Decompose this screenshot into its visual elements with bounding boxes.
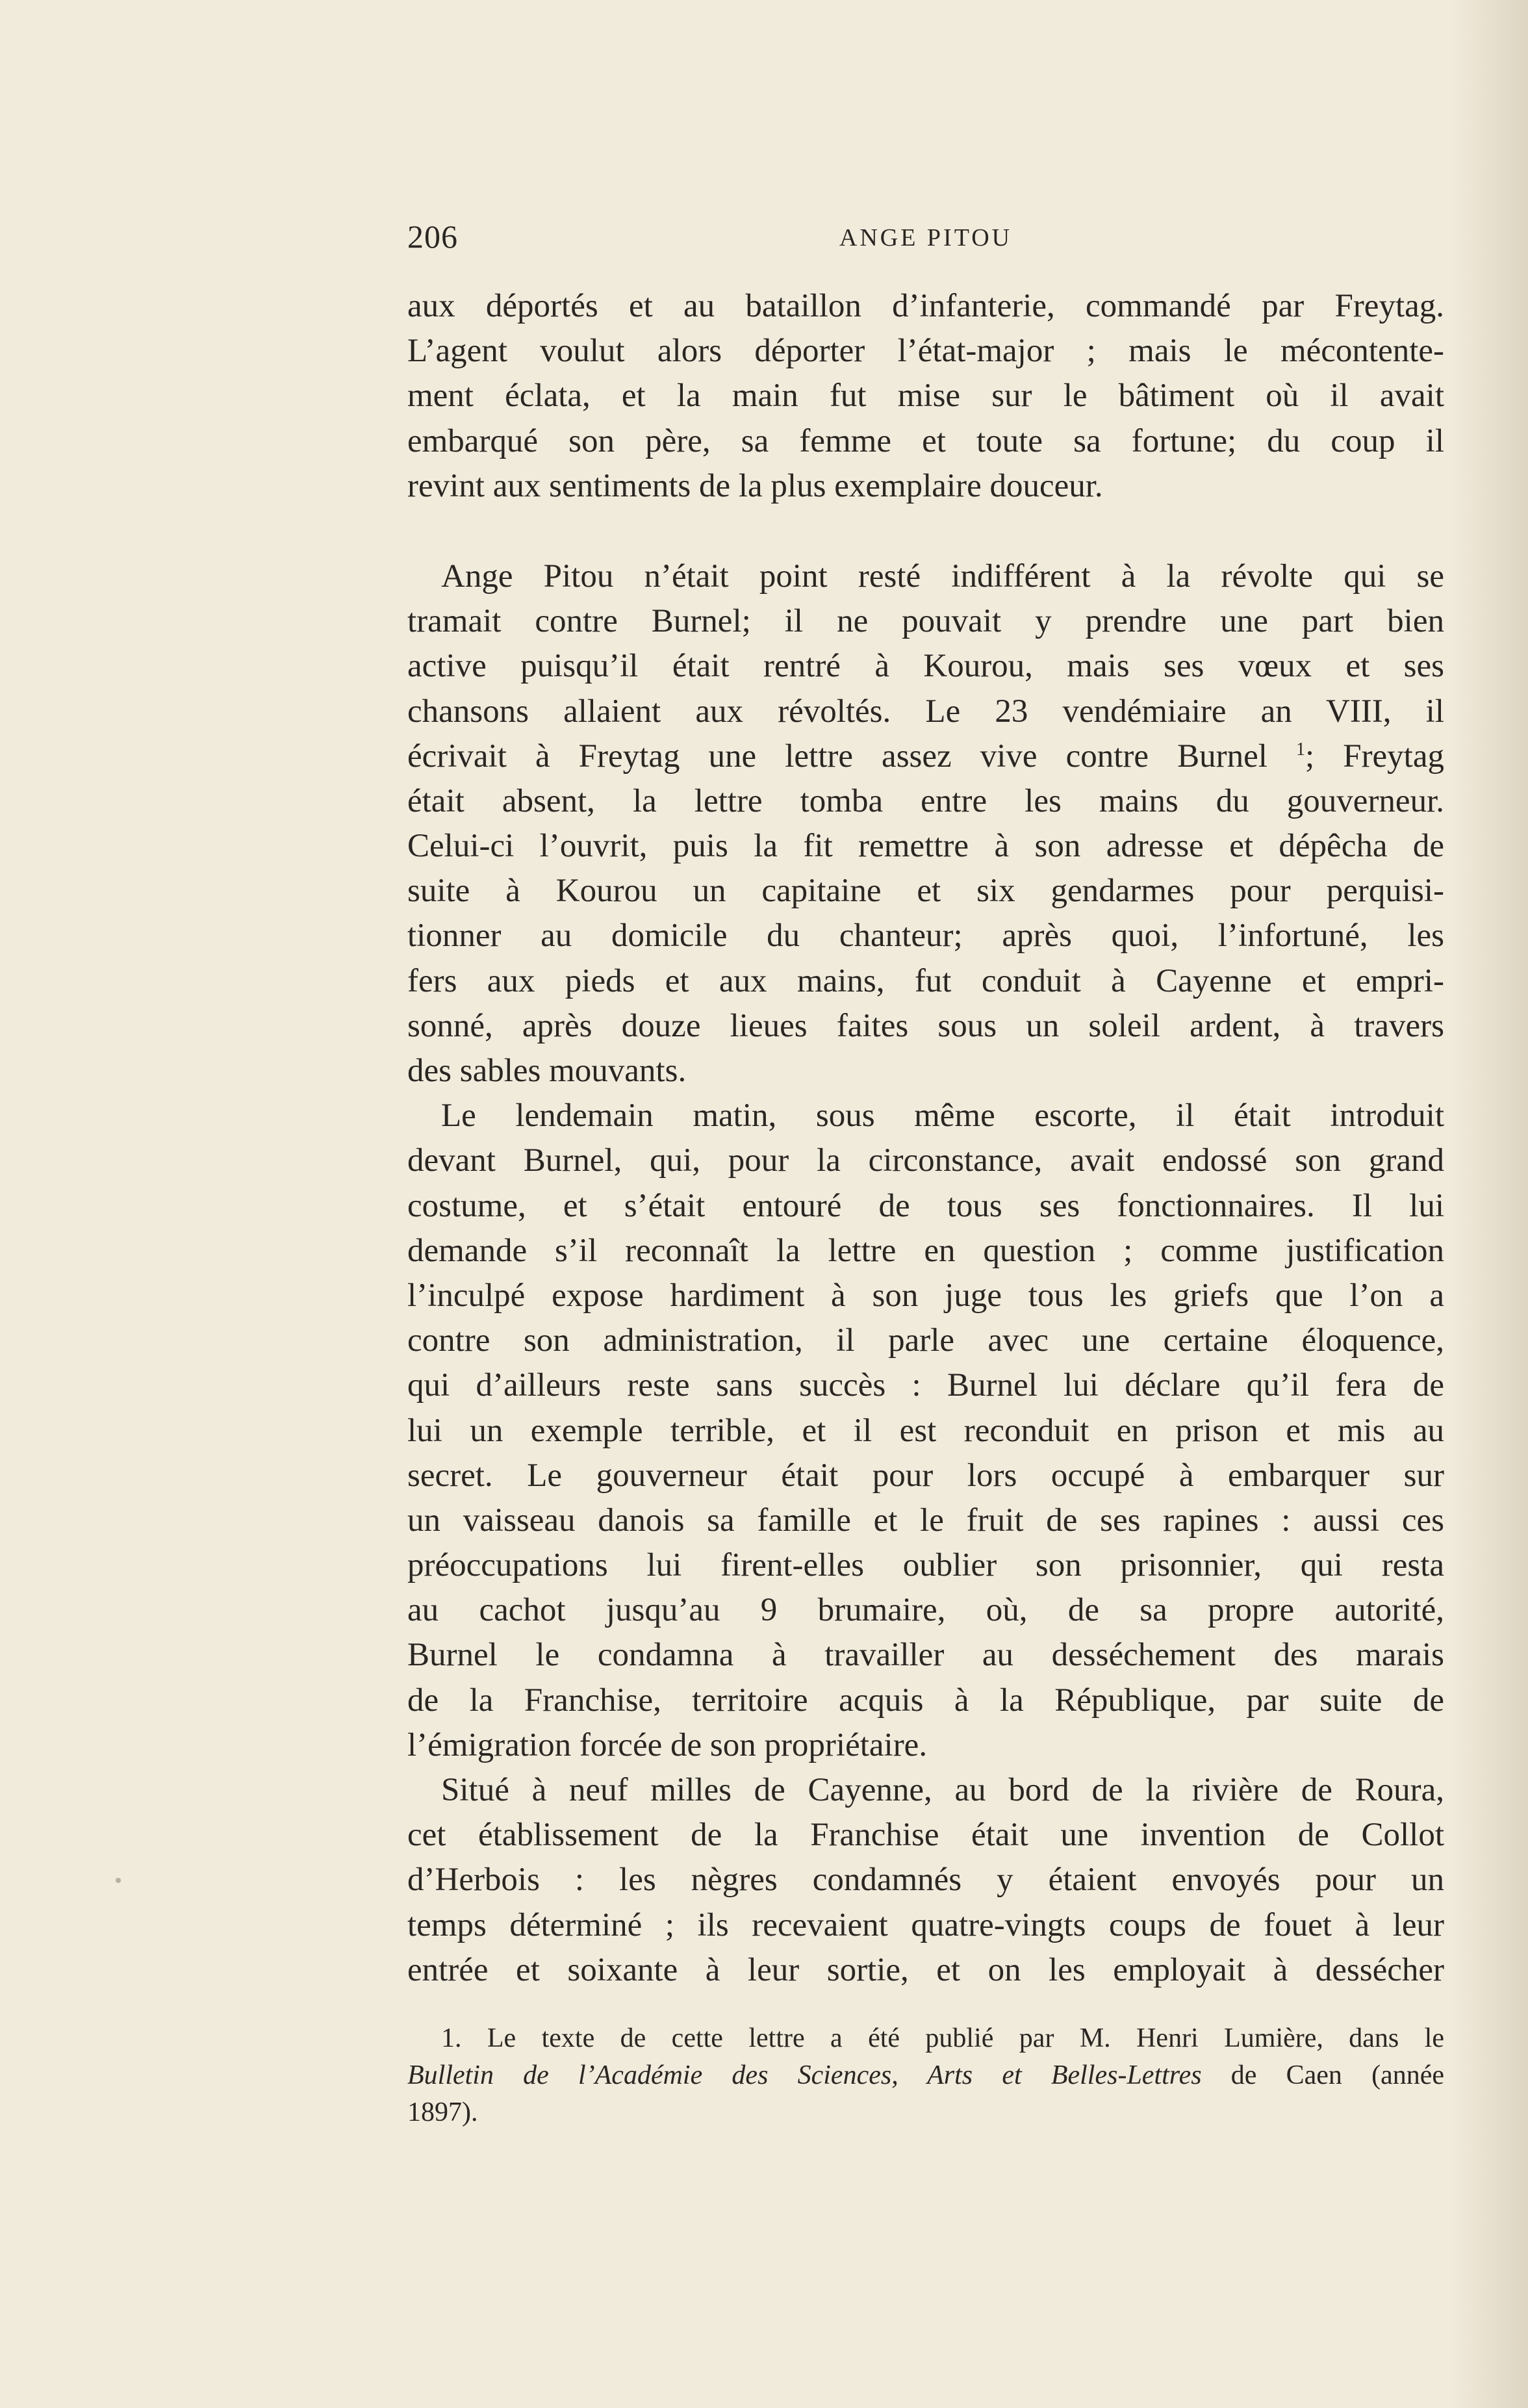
footnote-line bbox=[407, 2057, 1444, 2094]
footnote bbox=[407, 2020, 1444, 2131]
text-line: était absent, la lettre tomba entre les mains du gouverneur. bbox=[407, 782, 1444, 819]
text-line: Burnel le condamna à travailler au desséchement des marais bbox=[407, 1637, 1444, 1674]
footnote-number: 1. bbox=[441, 2023, 462, 2053]
paragraph-2 bbox=[407, 554, 1444, 1094]
section-break bbox=[407, 509, 1444, 554]
text-segment: écrivait à Freytag une lettre assez vive contre Burnel bbox=[407, 737, 1267, 775]
text-line: chansons allaient aux révoltés. Le 23 vendémiaire an VIII, il bbox=[407, 693, 1444, 730]
text-line: embarqué son père, sa femme et toute sa fortune; du coup il bbox=[407, 422, 1444, 459]
text-line: fers aux pieds et aux mains, fut conduit à Cayenne et empri- bbox=[407, 962, 1444, 999]
text-line: lui un exemple terrible, et il est reconduit en prison et mis au bbox=[407, 1412, 1444, 1449]
paragraph-1 bbox=[407, 284, 1444, 509]
footnote-line bbox=[407, 2020, 1444, 2057]
page-header bbox=[407, 217, 1444, 256]
text-line: Le lendemain matin, sous même escorte, il était introduit bbox=[441, 1097, 1444, 1134]
text-line: devant Burnel, qui, pour la circonstance, avait endossé son grand bbox=[407, 1142, 1444, 1179]
text-line: l’inculpé expose hardiment à son juge tous les griefs que l’on a bbox=[407, 1277, 1444, 1314]
text-line: l’émigration forcée de son propriétaire. bbox=[407, 1726, 928, 1763]
paragraph-3 bbox=[407, 1094, 1444, 1768]
text-line: Ange Pitou n’était point resté indifférent à la révolte qui se bbox=[441, 557, 1444, 595]
running-title: ANGE PITOU bbox=[839, 224, 1013, 251]
text-line: suite à Kourou un capitaine et six gendarmes pour perquisi- bbox=[407, 873, 1444, 910]
text-line: temps déterminé ; ils recevaient quatre-vingts coups de fouet à leur bbox=[407, 1906, 1444, 1943]
text-line: active puisqu’il était rentré à Kourou, mais ses vœux et ses bbox=[407, 648, 1444, 685]
page-edge-shadow bbox=[1450, 0, 1528, 2408]
footnote-text: Le texte de cette lettre a été publié par M. Henri Lumière, dans le bbox=[487, 2023, 1444, 2053]
body-text bbox=[407, 284, 1444, 1993]
footnote-text: de Caen (année bbox=[1230, 2060, 1445, 2090]
text-line: entrée et soixante à leur sortie, et on les employait à dessécher bbox=[407, 1951, 1444, 1988]
paper-speck bbox=[116, 1878, 121, 1883]
text-line: au cachot jusqu’au 9 brumaire, où, de sa propre autorité, bbox=[407, 1592, 1444, 1629]
text-segment: ; Freytag bbox=[1305, 737, 1444, 775]
paragraph-4 bbox=[407, 1768, 1444, 1993]
text-line: tramait contre Burnel; il ne pouvait y prendre une part bien bbox=[407, 603, 1444, 640]
footnote-title-italic: Bulletin de l’Académie des Sciences, Arts et Belles-Lettres bbox=[407, 2060, 1202, 2090]
page-number: 206 bbox=[407, 218, 458, 255]
text-line: ment éclata, et la main fut mise sur le bâtiment où il avait bbox=[407, 378, 1444, 415]
footnote-line: 1897). bbox=[407, 2097, 478, 2127]
text-line: Celui-ci l’ouvrit, puis la fit remettre à son adresse et dépêcha de bbox=[407, 828, 1444, 865]
text-line: secret. Le gouverneur était pour lors occupé à embarquer sur bbox=[407, 1457, 1444, 1494]
text-line-with-footnote-ref bbox=[407, 734, 1444, 779]
text-line: Situé à neuf milles de Cayenne, au bord de la rivière de Roura, bbox=[441, 1772, 1444, 1808]
text-line: de la Franchise, territoire acquis à la République, par suite de bbox=[407, 1682, 1444, 1719]
text-line: des sables mouvants. bbox=[407, 1053, 687, 1089]
text-line: demande s’il reconnaît la lettre en question ; comme justification bbox=[407, 1232, 1444, 1269]
text-line: d’Herbois : les nègres condamnés y étaient envoyés pour un bbox=[407, 1862, 1444, 1899]
text-line: qui d’ailleurs reste sans succès : Burnel lui déclare qu’il fera de bbox=[407, 1367, 1444, 1404]
text-line: aux déportés et au bataillon d’infanterie, commandé par Freytag. bbox=[407, 288, 1444, 324]
text-line: costume, et s’était entouré de tous ses fonctionnaires. Il lui bbox=[407, 1187, 1444, 1224]
text-line: revint aux sentiments de la plus exemplaire douceur. bbox=[407, 467, 1103, 504]
text-line: sonné, après douze lieues faites sous un soleil ardent, à travers bbox=[407, 1007, 1444, 1044]
footnote-reference[interactable]: 1 bbox=[1295, 739, 1305, 760]
text-line: tionner au domicile du chanteur; après quoi, l’infortuné, les bbox=[407, 917, 1444, 954]
text-line: cet établissement de la Franchise était une invention de Collot bbox=[407, 1817, 1444, 1854]
text-line: contre son administration, il parle avec une certaine éloquence, bbox=[407, 1322, 1444, 1359]
text-line: préoccupations lui firent-elles oublier son prisonnier, qui resta bbox=[407, 1547, 1444, 1584]
text-line: un vaisseau danois sa famille et le fruit de ses rapines : aussi ces bbox=[407, 1502, 1444, 1539]
text-line: L’agent voulut alors déporter l’état-major ; mais le mécontente- bbox=[407, 333, 1444, 370]
